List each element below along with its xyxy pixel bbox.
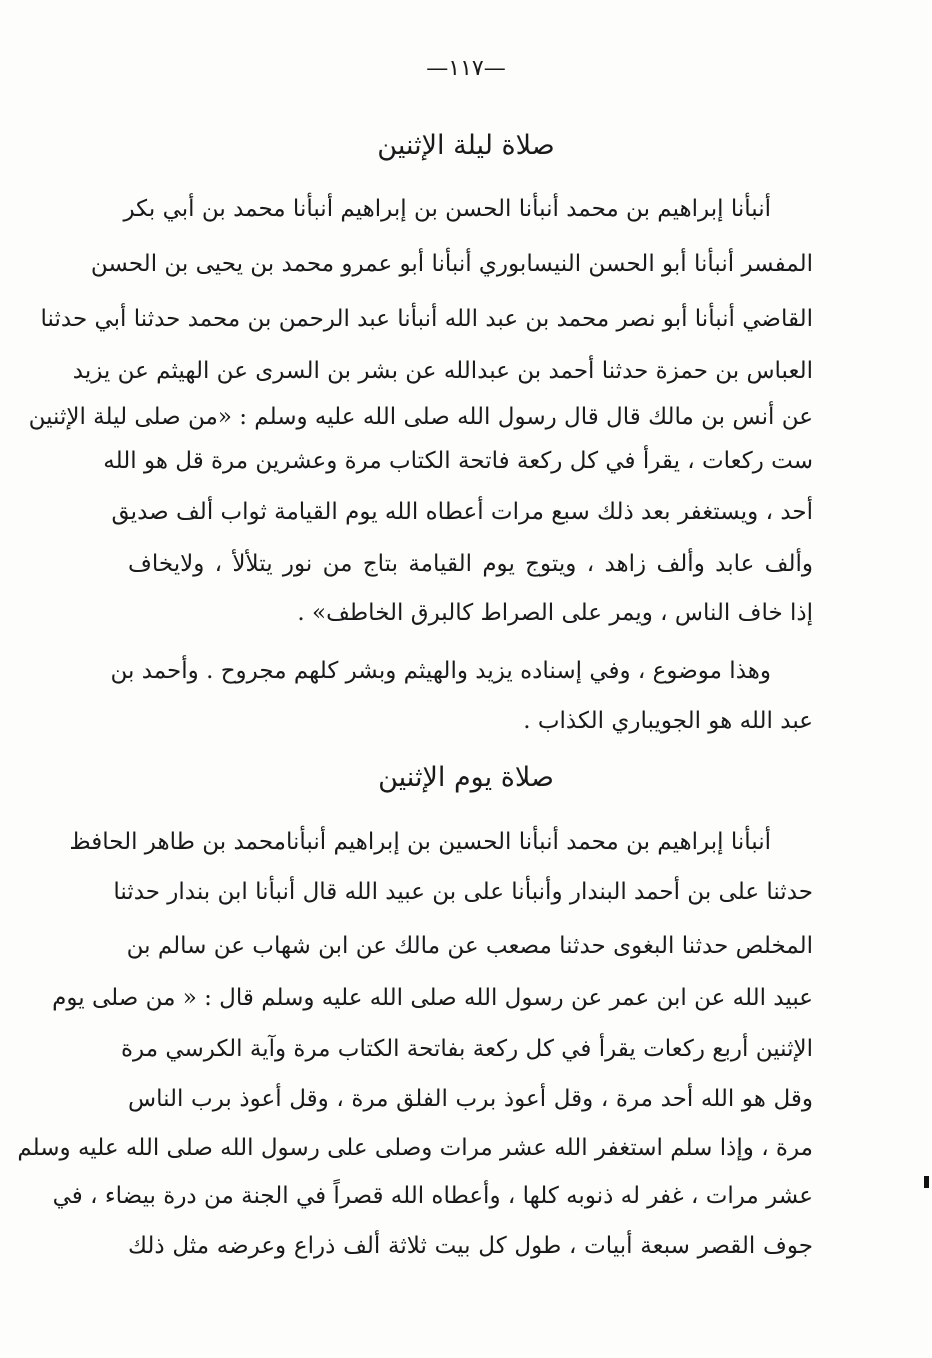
text-line: أنبأنا إبراهيم بن محمد أنبأنا الحسين بن إبراهيم أنبأنامحمد بن طاهر الحافظ [69, 829, 771, 855]
text-line: ست ركعات ، يقرأ في كل ركعة فاتحة الكتاب مرة وعشرين مرة قل هو الله [103, 448, 813, 474]
text-line: عبد الله هو الجويباري الكذاب . [523, 708, 813, 734]
text-line: وقل هو الله أحد مرة ، وقل أعوذ برب الفلق مرة ، وقل أعوذ برب الناس [128, 1086, 813, 1112]
text-line: المفسر أنبأنا أبو الحسن النيسابوري أنبأنا أبو عمرو محمد بن يحيى بن الحسن [90, 251, 813, 277]
text-line: العباس بن حمزة حدثنا أحمد بن عبدالله عن بشر بن السرى عن الهيثم عن يزيد [72, 358, 813, 384]
text-line: حدثنا على بن أحمد البندار وأنبأنا على بن عبيد الله قال أنبأنا ابن بندار حدثنا [113, 879, 813, 905]
text-line: القاضي أنبأنا أبو نصر محمد بن عبد الله أنبأنا عبد الرحمن بن محمد حدثنا أبي حدثنا [40, 306, 813, 332]
section-heading: صلاة يوم الإثنين [378, 762, 554, 793]
text-line: أحد ، ويستغفر بعد ذلك سبع مرات أعطاه الله يوم القيامة ثواب ألف صديق [111, 499, 813, 525]
text-line: إذا خاف الناس ، ويمر على الصراط كالبرق الخاطف» . [297, 600, 813, 626]
text-line: عن أنس بن مالك قال قال رسول الله صلى الله عليه وسلم : «من صلى ليلة الإثنين [28, 404, 813, 430]
text-line: وهذا موضوع ، وفي إسناده يزيد والهيثم وبشر كلهم مجروح . وأحمد بن [110, 658, 771, 684]
text-line: وألف عابد وألف زاهد ، ويتوج يوم القيامة بتاج من نور يتلألأ ، ولايخاف [128, 551, 813, 577]
section-heading: صلاة ليلة الإثنين [377, 130, 555, 161]
text-line: الإثنين أربع ركعات يقرأ في كل ركعة بفاتحة الكتاب مرة وآية الكرسي مرة [120, 1036, 813, 1062]
page-number: —١١٧— [426, 56, 506, 81]
text-line: أنبأنا إبراهيم بن محمد أنبأنا الحسن بن إبراهيم أنبأنا محمد بن أبي بكر [123, 196, 771, 222]
text-line: عشر مرات ، غفر له ذنوبه كلها ، وأعطاه الله قصراً في الجنة من درة بيضاء ، في [52, 1183, 813, 1209]
text-line: مرة ، وإذا سلم استغفر الله عشر مرات وصلى على رسول الله صلى الله عليه وسلم [17, 1135, 813, 1161]
text-line: جوف القصر سبعة أبيات ، طول كل بيت ثلاثة ألف ذراع وعرضه مثل ذلك [128, 1233, 813, 1259]
text-line: عبيد الله عن ابن عمر عن رسول الله صلى الله عليه وسلم قال : « من صلى يوم [52, 985, 813, 1011]
margin-mark [924, 1176, 929, 1188]
text-line: المخلص حدثنا البغوى حدثنا مصعب عن مالك عن ابن شهاب عن سالم بن [126, 933, 813, 959]
